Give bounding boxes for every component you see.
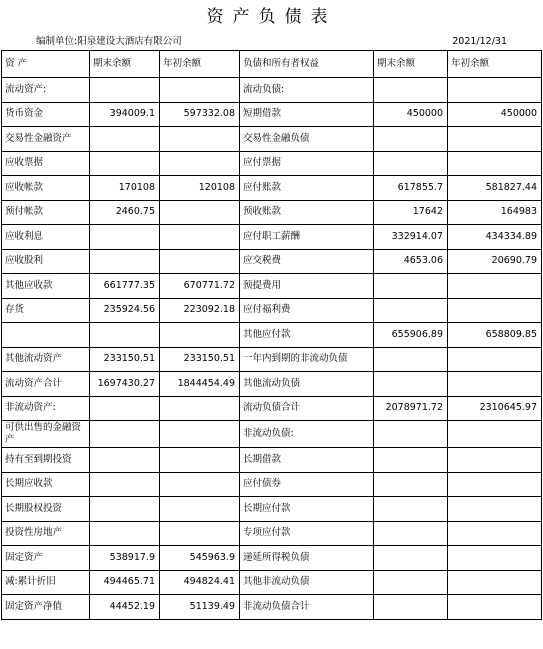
table-row [2, 102, 542, 127]
table-row [2, 497, 542, 522]
amount-cell [374, 570, 448, 595]
table-row [2, 448, 542, 473]
item-cell: 预提费用 [240, 274, 374, 299]
amount-cell: 2460.75 [90, 200, 160, 225]
amount-cell [160, 497, 240, 522]
item-cell: 其他应付款 [240, 323, 374, 348]
amount-cell: 494465.71 [90, 570, 160, 595]
item-cell: 流动负债: [240, 78, 374, 103]
table-row [2, 472, 542, 497]
item-cell: 应收票据 [2, 151, 90, 176]
page-title: 资产负债表 [206, 7, 337, 27]
amount-cell [448, 546, 542, 571]
item-cell: 非流动资产: [2, 396, 90, 421]
table-row [2, 323, 542, 348]
amount-cell [160, 448, 240, 473]
item-cell: 其他非流动负债 [240, 570, 374, 595]
report-date: 2021/12/31 [452, 36, 507, 47]
amount-cell [448, 298, 542, 323]
table-row [2, 225, 542, 250]
prepared-by-unit: 编制单位:阳泉建设大酒店有限公司 [36, 36, 182, 47]
amount-cell: 655906.89 [374, 323, 448, 348]
item-cell: 持有至到期投资 [2, 448, 90, 473]
table-row [2, 176, 542, 201]
item-cell: 长期股权投资 [2, 497, 90, 522]
item-cell: 应收股利 [2, 249, 90, 274]
amount-cell [90, 497, 160, 522]
item-cell: 固定资产净值 [2, 595, 90, 620]
amount-cell: 661777.35 [90, 274, 160, 299]
amount-cell: 4653.06 [374, 249, 448, 274]
amount-cell [160, 225, 240, 250]
item-cell: 应付票据 [240, 151, 374, 176]
header-cell: 年初余额 [448, 51, 542, 78]
amount-cell [374, 347, 448, 372]
amount-cell [448, 595, 542, 620]
amount-cell: 538917.9 [90, 546, 160, 571]
amount-cell [90, 323, 160, 348]
amount-cell [374, 298, 448, 323]
amount-cell [374, 472, 448, 497]
amount-cell [448, 372, 542, 397]
amount-cell [374, 448, 448, 473]
amount-cell: 2310645.97 [448, 396, 542, 421]
header-cell: 期末余额 [374, 51, 448, 78]
amount-cell [160, 396, 240, 421]
amount-cell [448, 497, 542, 522]
amount-cell: 235924.56 [90, 298, 160, 323]
amount-cell: 581827.44 [448, 176, 542, 201]
table-row [2, 274, 542, 299]
amount-cell [160, 78, 240, 103]
amount-cell: 434334.89 [448, 225, 542, 250]
table-row [2, 78, 542, 103]
amount-cell [160, 323, 240, 348]
item-cell: 预付帐款 [2, 200, 90, 225]
amount-cell [448, 274, 542, 299]
amount-cell [448, 151, 542, 176]
amount-cell [90, 249, 160, 274]
amount-cell: 450000 [374, 102, 448, 127]
amount-cell: 1697430.27 [90, 372, 160, 397]
item-cell: 长期应付款 [240, 497, 374, 522]
amount-cell: 2078971.72 [374, 396, 448, 421]
item-cell: 流动资产合计 [2, 372, 90, 397]
table-row [2, 546, 542, 571]
amount-cell [160, 127, 240, 152]
table-row [2, 521, 542, 546]
table-row [2, 249, 542, 274]
amount-cell [90, 151, 160, 176]
amount-cell [90, 448, 160, 473]
amount-cell [160, 249, 240, 274]
table-row [2, 347, 542, 372]
amount-cell: 494824.41 [160, 570, 240, 595]
item-cell: 短期借款 [240, 102, 374, 127]
amount-cell [448, 448, 542, 473]
amount-cell [160, 200, 240, 225]
item-cell: 非流动负债合计 [240, 595, 374, 620]
table-row [2, 127, 542, 152]
item-cell: 流动资产: [2, 78, 90, 103]
amount-cell [448, 472, 542, 497]
table-row [2, 595, 542, 620]
header-cell: 资 产 [2, 51, 90, 78]
table-row [2, 200, 542, 225]
amount-cell [90, 472, 160, 497]
amount-cell [160, 472, 240, 497]
item-cell: 递延所得税负债 [240, 546, 374, 571]
amount-cell [448, 421, 542, 448]
item-cell: 一年内到期的非流动负债 [240, 347, 374, 372]
amount-cell: 51139.49 [160, 595, 240, 620]
item-cell: 长期应收款 [2, 472, 90, 497]
balance-sheet-table [1, 50, 542, 620]
amount-cell [448, 521, 542, 546]
amount-cell [374, 151, 448, 176]
item-cell: 其他流动负债 [240, 372, 374, 397]
amount-cell [90, 396, 160, 421]
amount-cell [90, 127, 160, 152]
amount-cell: 164983 [448, 200, 542, 225]
item-cell: 减:累计折旧 [2, 570, 90, 595]
amount-cell [374, 274, 448, 299]
amount-cell [374, 546, 448, 571]
item-cell: 应收利息 [2, 225, 90, 250]
amount-cell: 658809.85 [448, 323, 542, 348]
item-cell: 固定资产 [2, 546, 90, 571]
amount-cell: 44452.19 [90, 595, 160, 620]
table-row [2, 372, 542, 397]
amount-cell: 394009.1 [90, 102, 160, 127]
amount-cell [90, 521, 160, 546]
amount-cell [448, 78, 542, 103]
table-header-row [2, 51, 542, 78]
amount-cell: 20690.79 [448, 249, 542, 274]
item-cell: 应收帐款 [2, 176, 90, 201]
item-cell: 应交税费 [240, 249, 374, 274]
amount-cell [160, 151, 240, 176]
item-cell: 其他应收款 [2, 274, 90, 299]
amount-cell: 170108 [90, 176, 160, 201]
amount-cell [374, 497, 448, 522]
item-cell: 长期借款 [240, 448, 374, 473]
amount-cell [374, 78, 448, 103]
item-cell: 交易性金融负债 [240, 127, 374, 152]
table-row [2, 396, 542, 421]
amount-cell: 1844454.49 [160, 372, 240, 397]
item-cell: 专项应付款 [240, 521, 374, 546]
amount-cell [374, 127, 448, 152]
amount-cell [374, 372, 448, 397]
table-row [2, 570, 542, 595]
item-cell: 其他流动资产 [2, 347, 90, 372]
amount-cell [374, 595, 448, 620]
item-cell: 应付债券 [240, 472, 374, 497]
item-cell: 应付福利费 [240, 298, 374, 323]
table-row [2, 298, 542, 323]
item-cell: 非流动负债: [240, 421, 374, 448]
item-cell: 预收账款 [240, 200, 374, 225]
sheet-meta [0, 34, 543, 50]
item-cell: 交易性金融资产 [2, 127, 90, 152]
amount-cell [90, 78, 160, 103]
amount-cell: 17642 [374, 200, 448, 225]
amount-cell [374, 421, 448, 448]
amount-cell [90, 225, 160, 250]
item-cell: 货币资金 [2, 102, 90, 127]
header-cell: 年初余额 [160, 51, 240, 78]
amount-cell [448, 347, 542, 372]
amount-cell [160, 421, 240, 448]
amount-cell [448, 570, 542, 595]
amount-cell: 597332.08 [160, 102, 240, 127]
item-cell: 可供出售的金融资产 [2, 421, 90, 448]
amount-cell [374, 521, 448, 546]
amount-cell: 223092.18 [160, 298, 240, 323]
item-cell: 应付职工薪酬 [240, 225, 374, 250]
table-row [2, 421, 542, 448]
amount-cell [448, 127, 542, 152]
item-cell: 流动负债合计 [240, 396, 374, 421]
header-cell: 期末余额 [90, 51, 160, 78]
amount-cell: 332914.07 [374, 225, 448, 250]
amount-cell [90, 421, 160, 448]
amount-cell: 670771.72 [160, 274, 240, 299]
amount-cell: 545963.9 [160, 546, 240, 571]
item-cell: 存货 [2, 298, 90, 323]
amount-cell: 233150.51 [90, 347, 160, 372]
item-cell [2, 323, 90, 348]
item-cell: 应付账款 [240, 176, 374, 201]
amount-cell [160, 521, 240, 546]
amount-cell: 233150.51 [160, 347, 240, 372]
header-cell: 负债和所有者权益 [240, 51, 374, 78]
amount-cell: 450000 [448, 102, 542, 127]
amount-cell: 120108 [160, 176, 240, 201]
amount-cell: 617855.7 [374, 176, 448, 201]
item-cell: 投资性房地产 [2, 521, 90, 546]
table-row [2, 151, 542, 176]
